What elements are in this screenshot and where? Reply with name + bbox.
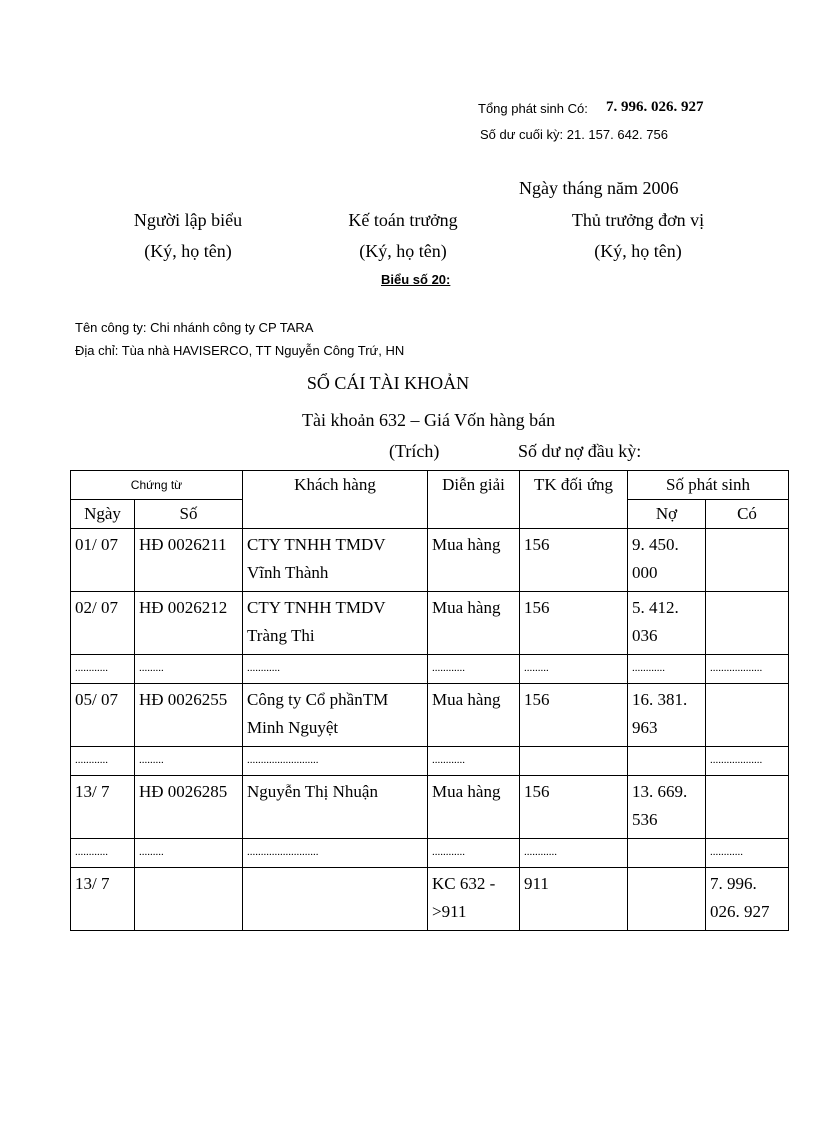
cell-account: 156 [520, 684, 628, 747]
cell-debit [628, 747, 706, 776]
header-date: Ngày [71, 500, 135, 529]
table-header-row-1 [71, 471, 789, 500]
cell-description: Mua hàng [428, 529, 520, 592]
cell-description: Mua hàng [428, 592, 520, 655]
table-row-closing [71, 868, 789, 931]
cell-credit [706, 776, 789, 839]
header-description: Diễn giải [428, 471, 520, 529]
total-credit-label: Tổng phát sinh Có: [478, 101, 588, 116]
cell-date: ............ [71, 655, 135, 684]
company-name: Tên công ty: Chi nhánh công ty CP TARA [75, 320, 314, 335]
cell-customer: CTY TNHH TMDV Vĩnh Thành [243, 529, 428, 592]
header-voucher: Chứng từ [71, 471, 243, 500]
total-credit-value: 7. 996. 026. 927 [606, 99, 704, 115]
cell-account: 156 [520, 529, 628, 592]
table-row [71, 592, 789, 655]
cell-credit: ................... [706, 747, 789, 776]
account-line: Tài khoản 632 – Giá Vốn hàng bán [302, 410, 556, 430]
cell-description: ............ [428, 747, 520, 776]
cell-customer: ............ [243, 655, 428, 684]
signature-preparer-note: (Ký, họ tên) [144, 241, 232, 261]
cell-credit [706, 529, 789, 592]
table-row-ellipsis [71, 747, 789, 776]
signature-director-note: (Ký, họ tên) [594, 241, 682, 261]
cell-date: 13/ 7 [71, 776, 135, 839]
cell-customer: .......................... [243, 839, 428, 868]
cell-account: 156 [520, 592, 628, 655]
cell-debit: 16. 381. 963 [628, 684, 706, 747]
header-customer: Khách hàng [243, 471, 428, 529]
cell-date: ............ [71, 839, 135, 868]
closing-balance: Số dư cuối kỳ: 21. 157. 642. 756 [480, 127, 668, 142]
cell-date: 13/ 7 [71, 868, 135, 931]
cell-number: HĐ 0026212 [135, 592, 243, 655]
cell-account: ......... [520, 655, 628, 684]
cell-date: 01/ 07 [71, 529, 135, 592]
cell-account: 156 [520, 776, 628, 839]
cell-debit [628, 868, 706, 931]
cell-description: ............ [428, 839, 520, 868]
cell-credit [706, 592, 789, 655]
cell-account [520, 747, 628, 776]
cell-customer: Nguyễn Thị Nhuận [243, 776, 428, 839]
header-number: Số [135, 500, 243, 529]
table-row [71, 684, 789, 747]
cell-credit: 7. 996. 026. 927 [706, 868, 789, 931]
cell-debit: 9. 450. 000 [628, 529, 706, 592]
header-amount: Số phát sinh [628, 471, 789, 500]
cell-credit: ............ [706, 839, 789, 868]
cell-number [135, 868, 243, 931]
cell-description: KC 632 - >911 [428, 868, 520, 931]
company-address: Địa chỉ: Tùa nhà HAVISERCO, TT Nguyễn Công Trứ, HN [75, 343, 405, 358]
cell-debit: 13. 669. 536 [628, 776, 706, 839]
signature-director-title: Thủ trưởng đơn vị [571, 210, 705, 230]
form-number: Biểu số 20: [381, 272, 451, 287]
cell-customer [243, 868, 428, 931]
table-row-ellipsis [71, 655, 789, 684]
signature-chief-accountant-title: Kế toán trưởng [348, 210, 458, 230]
date-line: Ngày tháng năm 2006 [519, 178, 679, 198]
cell-number: ......... [135, 655, 243, 684]
cell-description: Mua hàng [428, 684, 520, 747]
header-contra-account: TK đối ứng [520, 471, 628, 529]
opening-balance-label: Số dư nợ đầu kỳ: [518, 441, 642, 461]
cell-date: 02/ 07 [71, 592, 135, 655]
ledger-table [70, 470, 789, 931]
cell-description: ............ [428, 655, 520, 684]
header-debit: Nợ [628, 500, 706, 529]
cell-account: ............ [520, 839, 628, 868]
ledger-title: SỔ CÁI TÀI KHOẢN [306, 373, 470, 393]
cell-date: ............ [71, 747, 135, 776]
header-credit: Có [706, 500, 789, 529]
cell-customer: .......................... [243, 747, 428, 776]
cell-number: HĐ 0026285 [135, 776, 243, 839]
extract-label: (Trích) [389, 441, 440, 461]
signature-chief-accountant-note: (Ký, họ tên) [359, 241, 447, 261]
cell-debit: 5. 412. 036 [628, 592, 706, 655]
cell-number: ......... [135, 839, 243, 868]
cell-date: 05/ 07 [71, 684, 135, 747]
signature-preparer-title: Người lập biểu [133, 210, 243, 230]
cell-number: ......... [135, 747, 243, 776]
cell-customer: CTY TNHH TMDV Tràng Thi [243, 592, 428, 655]
cell-number: HĐ 0026211 [135, 529, 243, 592]
cell-debit [628, 839, 706, 868]
cell-account: 911 [520, 868, 628, 931]
table-row [71, 776, 789, 839]
table-row [71, 529, 789, 592]
table-row-ellipsis [71, 839, 789, 868]
cell-debit: ............ [628, 655, 706, 684]
cell-credit [706, 684, 789, 747]
cell-number: HĐ 0026255 [135, 684, 243, 747]
cell-credit: ................... [706, 655, 789, 684]
cell-description: Mua hàng [428, 776, 520, 839]
cell-customer: Công ty Cổ phầnTM Minh Nguyệt [243, 684, 428, 747]
